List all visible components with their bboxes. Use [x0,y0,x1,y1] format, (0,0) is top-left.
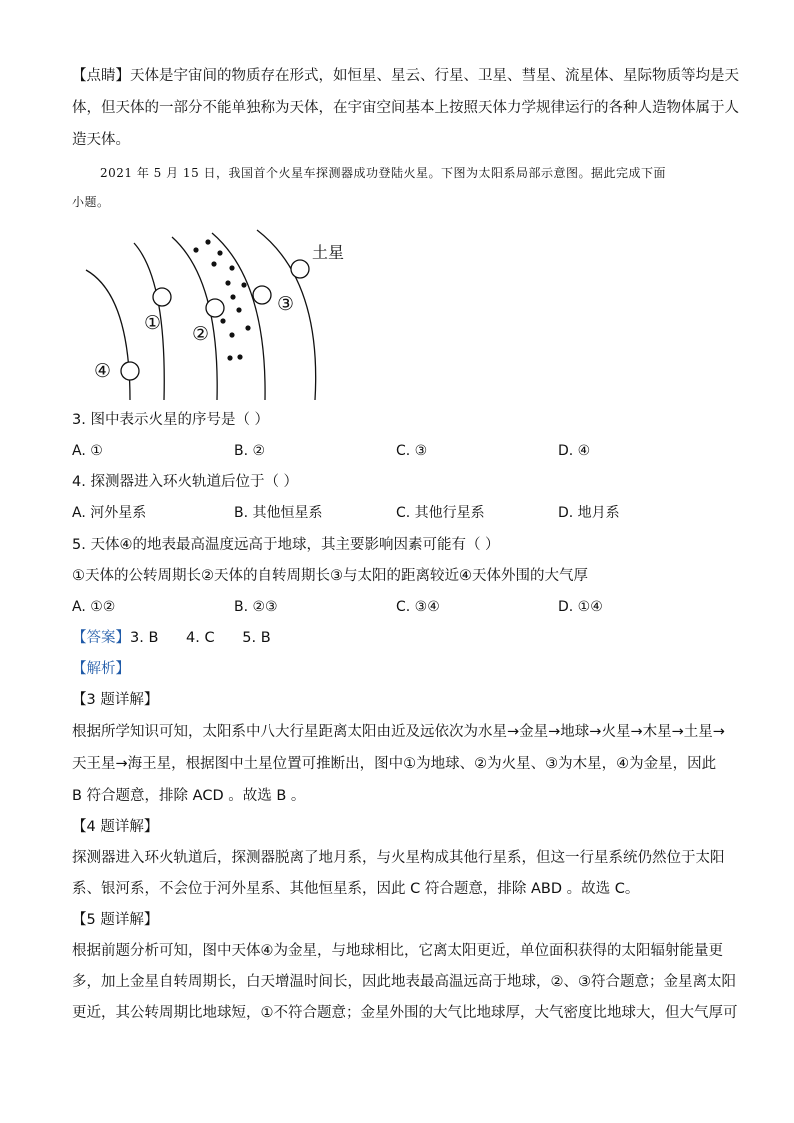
solar-system-diagram [72,225,362,400]
planet-saturn [291,260,309,278]
question-4-stem: 4. 探测器进入环火轨道后位于（ ） [72,474,299,490]
q4-option-c: C. 其他行星系 [396,505,485,521]
q5-option-d: D. ①④ [558,599,603,615]
planet-3-jupiter [253,286,271,304]
label-1: ① [144,312,162,334]
passage-line-2: 小题。 [72,195,110,209]
detail-3-line-1: 根据所学知识可知，太阳系中八大行星距离太阳由近及远依次为水星→金星→地球→火星→木星→土星→ [72,724,725,740]
label-3: ③ [277,293,295,315]
analysis-label: 【解析】 [72,661,130,677]
detail-3-line-3: B 符合题意，排除 ACD 。故选 B 。 [72,788,306,804]
q3-option-a: A. ① [72,443,103,459]
q4-option-b: B. 其他恒星系 [234,505,323,521]
detail-4-line-2: 系、银河系，不会位于河外星系、其他恒星系，因此 C 符合题意，排除 ABD 。故选 C。 [72,881,640,897]
orbit-3 [172,237,217,400]
q5-option-b: B. ②③ [234,599,278,615]
question-3-stem: 3. 图中表示火星的序号是（ ） [72,412,270,428]
detail-3-line-2: 天王星→海王星，根据图中土星位置可推断出，图中①为地球、②为火星、③为木星，④为金星，因此 [72,756,717,772]
detail-3-label: 【3 题详解】 [72,692,159,708]
label-2: ② [192,323,210,345]
q3-option-c: C. ③ [396,443,428,459]
detail-4-line-1: 探测器进入环火轨道后，探测器脱离了地月系，与火星构成其他行星系，但这一行星系统仍然位于太阳 [72,850,725,866]
intro-line-1: 【点睛】天体是宇宙间的物质存在形式，如恒星、星云、行星、卫星、彗星、流星体、星际物质等均是天 [72,68,739,84]
orbit-4 [212,233,265,400]
q5-option-a: A. ①② [72,599,116,615]
answer-text: 3. B 4. C 5. B [130,630,271,646]
q3-option-b: B. ② [234,443,266,459]
q4-option-a: A. 河外星系 [72,505,147,521]
answer-label: 【答案】 [72,630,130,646]
detail-5-line-1: 根据前题分析可知，图中天体④为金星，与地球相比，它离太阳更近，单位面积获得的太阳辐射能量更 [72,943,723,959]
detail-5-label: 【5 题详解】 [72,912,159,928]
planet-1-earth [153,288,171,306]
detail-5-line-3: 更近，其公转周期比地球短，①不符合题意；金星外围的大气比地球厚，大气密度比地球大，但大气厚可 [72,1005,738,1021]
planet-4-venus [121,362,139,380]
label-saturn: 土星 [312,243,345,262]
question-5-stem: 5. 天体④的地表最高温度远高于地球，其主要影响因素可能有（ ） [72,537,500,553]
q4-option-d: D. 地月系 [558,505,620,521]
planet-2-mars [206,299,224,317]
question-5-statements: ①天体的公转周期长②天体的自转周期长③与太阳的距离较近④天体外围的大气厚 [72,568,588,584]
orbit-5 [257,230,316,400]
intro-line-3: 造天体。 [72,132,130,148]
q5-option-c: C. ③④ [396,599,440,615]
intro-line-2: 体，但天体的一部分不能单独称为天体，在宇宙空间基本上按照天体力学规律运行的各种人造物体属于人 [72,100,739,116]
q3-option-d: D. ④ [558,443,591,459]
label-4: ④ [94,360,112,382]
passage-line-1: 2021 年 5 月 15 日，我国首个火星车探测器成功登陆火星。下图为太阳系局部示意图。据此完成下面 [100,166,667,180]
answer-row [72,628,271,648]
detail-4-label: 【4 题详解】 [72,819,159,835]
detail-5-line-2: 多，加上金星自转周期长，白天增温时间长，因此地表最高温远高于地球，②、③符合题意；金星离太阳 [72,974,736,990]
